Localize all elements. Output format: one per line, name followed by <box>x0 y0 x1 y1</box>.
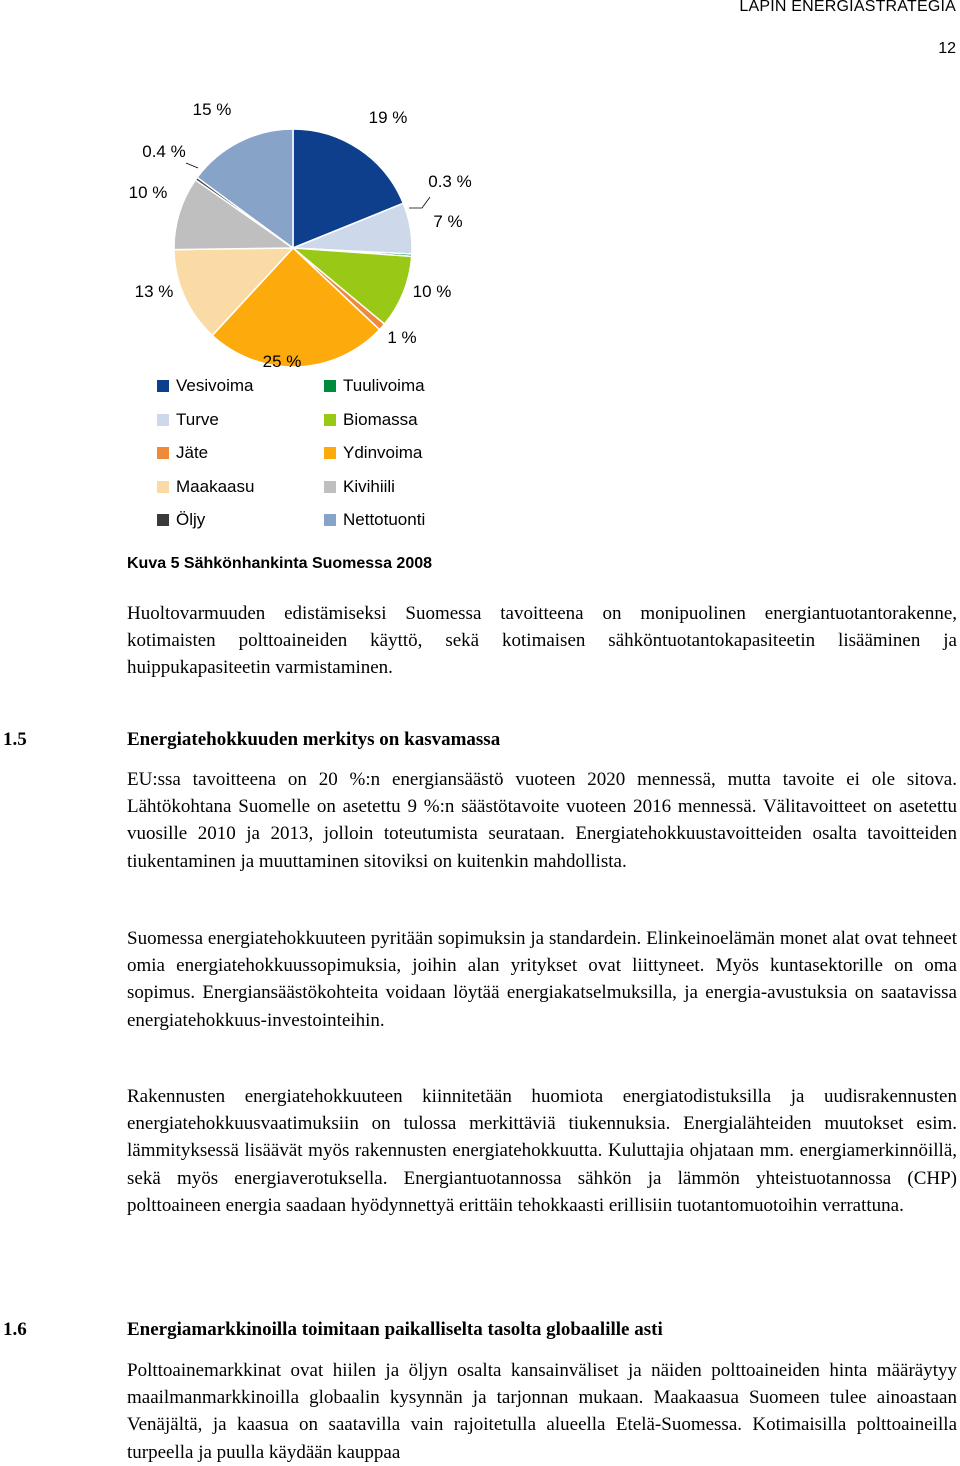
pie-slices <box>174 129 412 367</box>
legend-swatch <box>324 414 336 426</box>
pie-chart <box>120 95 520 380</box>
page-number: 12 <box>938 40 956 57</box>
legend-label: Jäte <box>176 443 209 462</box>
legend-swatch <box>157 447 169 459</box>
legend-label: Turve <box>176 409 219 429</box>
section-number: 1.6 <box>3 1319 27 1340</box>
intro-paragraph: Huoltovarmuuden edistämiseksi Suomessa tavoitteena on monipuolinen energiantuotantorakenne, kotimaisten polttoaineiden käyttö, sekä kotimaisen sähköntuotantokapasiteetin lisääminen ja huippukapasiteetin varmistaminen. <box>127 603 957 679</box>
pie-label-maakaasu: 13 % <box>134 282 174 301</box>
pie-label-nettotuonti: 15 % <box>192 100 232 119</box>
legend-swatch <box>324 447 336 459</box>
legend-swatch <box>324 481 336 493</box>
legend-label: Tuulivoima <box>343 376 425 395</box>
section-number: 1.5 <box>3 729 27 750</box>
section-1-5-paragraph-3: Rakennusten energiatehokkuuteen kiinnitetään huomiota energiatodistuksilla ja uudisrakennusten energiatehokkuusvaatimuksiin on tulossa merkittäviä tiukennuksia. Energialähteiden muutokset esim. lämmityksessä lisäävät myös rakennusten energiatehokkuutta. Kuluttajia ohjataan mm. energiamerkinnöillä, sekä myös energiaverotuksella. Energiantuotannossa sähkön ja lämmön yhteistuotannossa (CHP) polttoaineen energia saadaan hyödynnettyä erittäin tehokkaasti erillisiin tuotantomuotoihin verrattuna. <box>127 1086 957 1216</box>
legend-label: Maakaasu <box>176 476 255 496</box>
legend-label: Ydinvoima <box>343 443 423 462</box>
legend-label: Vesivoima <box>176 376 254 395</box>
legend-swatch <box>324 380 336 392</box>
legend-swatch <box>157 414 169 426</box>
legend-swatch <box>157 514 169 526</box>
document-title: LAPIN ENERGIASTRATEGIA <box>739 0 956 15</box>
section-title: Energiamarkkinoilla toimitaan paikalliselta tasolta globaalille asti <box>127 1319 663 1340</box>
legend-label: Öljy <box>176 510 206 529</box>
pie-label-jäte: 1 % <box>387 328 417 347</box>
page-header <box>739 0 956 57</box>
legend-label: Nettotuonti <box>343 510 426 529</box>
section-1-6-paragraph-1: Polttoainemarkkinat ovat hiilen ja öljyn osalta kansainväliset ja näiden polttoaineiden hinta määräytyy maailmanmarkkinoilla globaalin kysynnän ja tarjonnan mukaan. Maakaasua Suomeen tulee ainoastaan Venäjältä, ja kaasua on saatavilla vain rajoitetulla alueella Etelä-Suomessa. Kotimaisilla polttoaineilla turpeella ja puulla käydään kauppaa <box>127 1360 957 1463</box>
legend-swatch <box>324 514 336 526</box>
pie-label-tuulivoima: 0.3 % <box>428 172 472 191</box>
pie-label-ydinvoima: 25 % <box>262 352 302 371</box>
figure-caption: Kuva 5 Sähkönhankinta Suomessa 2008 <box>127 555 433 572</box>
pie-label-kivihiili: 10 % <box>128 183 168 202</box>
pie-label-öljy: 0.4 % <box>142 142 186 161</box>
section-1-5-paragraph-2: Suomessa energiatehokkuuteen pyritään sopimuksin ja standardein. Elinkeinoelämän monet alat ovat tehneet omia energiatehokkuussopimuksia, joihin alan yritykset ovat liittyneet. Myös kuntasektorille on oma sopimus. Energiansäästökohteita voidaan löytää energiakatselmuksilla, ja energia-avustuksia on saatavissa energiatehokkuus-investointeihin. <box>127 928 957 1031</box>
legend-swatch <box>157 481 169 493</box>
legend-swatch <box>157 380 169 392</box>
section-title: Energiatehokkuuden merkitys on kasvamassa <box>127 729 501 750</box>
legend-label: Biomassa <box>343 409 418 429</box>
pie-label-vesivoima: 19 % <box>368 108 408 127</box>
section-1-5-paragraph-1: EU:ssa tavoitteena on 20 %:n energiansäästö vuoteen 2020 mennessä, mutta tavoite ei ole sitova. Lähtökohtana Suomelle on asetettu 9 %:n säästötavoite vuoteen 2016 mennessä. Välitavoitteet on asetettu vuosille 2010 ja 2013, jolloin toteutumista seurataan. Energiatehokkuustavoitteiden osalta tavoitteiden tiukentaminen ja muuttaminen sitoviksi on kuitenkin mahdollista. <box>127 769 957 872</box>
legend-label: Kivihiili <box>343 476 395 496</box>
pie-label-biomassa: 10 % <box>412 282 452 301</box>
leader-line-tuulivoima <box>409 197 430 208</box>
leader-line-öljy <box>186 163 198 168</box>
pie-label-turve: 7 % <box>433 212 463 231</box>
